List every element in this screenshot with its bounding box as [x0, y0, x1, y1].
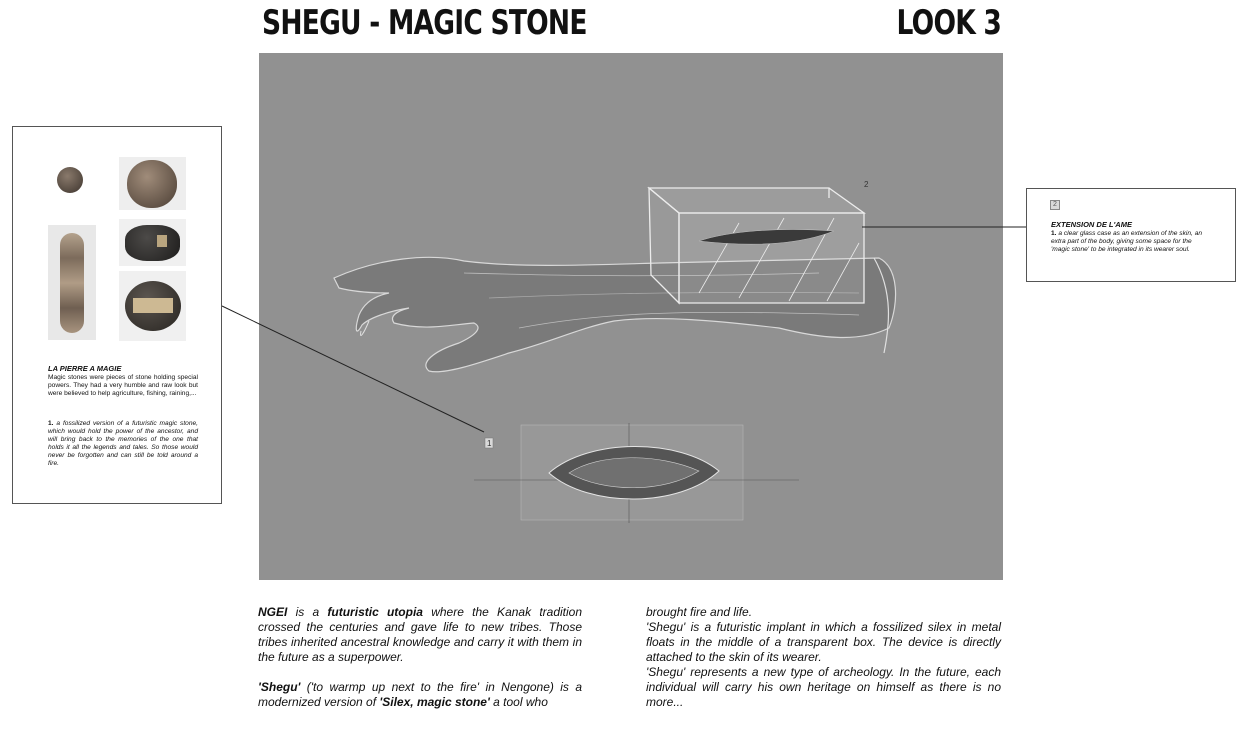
emphasis: 'Shegu' [258, 680, 301, 694]
card-item-number: 1. [48, 420, 54, 427]
body-paragraph [258, 680, 582, 710]
look-title: LOOK 3 [896, 3, 1001, 43]
emphasis: NGEI [258, 605, 288, 619]
stone-photo-carved [119, 219, 186, 266]
magic-stone-card [12, 126, 222, 504]
stone-photo-banded [119, 271, 186, 341]
card-item [48, 420, 198, 468]
sketch-label-one: 1 [487, 439, 492, 448]
card-item-text: a clear glass case as an extension of the skin, an extra part of the body, giving some space for the 'magic stone' to be integrated in its wearer soul. [1051, 230, 1203, 253]
emphasis: futuristic utopia [327, 605, 423, 619]
stone-photo-column [48, 225, 96, 340]
card-item-text: a fossilized version of a futuristic magic stone, which would hold the power of the ancestor, and will bring back to the memories of the one that holds it all the legends and tales. So those would never be forgotten and can still be told around a fire. [48, 420, 198, 467]
text-run: ('to warmp up next to the fire' in Nengone) is a modernized version of [258, 680, 582, 709]
card-intro: Magic stones were pieces of stone holding special powers. They had a very humble and raw look but were believed to help agriculture, fishing, raining,... [48, 374, 198, 397]
page-title: SHEGU - MAGIC STONE [262, 3, 587, 43]
card-heading: EXTENSION DE L'AME [1051, 220, 1132, 229]
body-paragraph [258, 605, 582, 665]
card-heading: LA PIERRE A MAGIE [48, 364, 122, 373]
emphasis: 'Silex, magic stone' [379, 695, 490, 709]
stone-photo-small [57, 167, 83, 193]
text-run: is a [287, 605, 328, 619]
connector-line-left [222, 306, 484, 432]
text-run: where the Kanak tradition crossed the centuries and gave life to new tribes. Those tribes inherited ancestral knowledge and carry it with them in the future as a superpower. [258, 605, 583, 664]
body-text-right [646, 605, 1001, 710]
card-item-number: 1. [1051, 230, 1057, 237]
body-text-left [258, 605, 582, 710]
extension-card [1026, 188, 1236, 282]
body-line: 'Shegu' represents a new type of archeology. In the future, each individual will carry his own heritage on himself as there is no more... [646, 665, 1001, 709]
stone-photo-frame [119, 157, 186, 210]
sketch-label-two: 2 [864, 180, 869, 189]
card-tag: 2 [1050, 200, 1060, 210]
text-run: a tool who [489, 695, 548, 709]
card-item [1051, 230, 1206, 254]
body-line: 'Shegu' is a futuristic implant in which a fossilized silex in metal floats in the middle of a transparent box. The device is directly attached to the skin of its wearer. [646, 620, 1001, 664]
body-line: brought fire and life. [646, 605, 753, 619]
